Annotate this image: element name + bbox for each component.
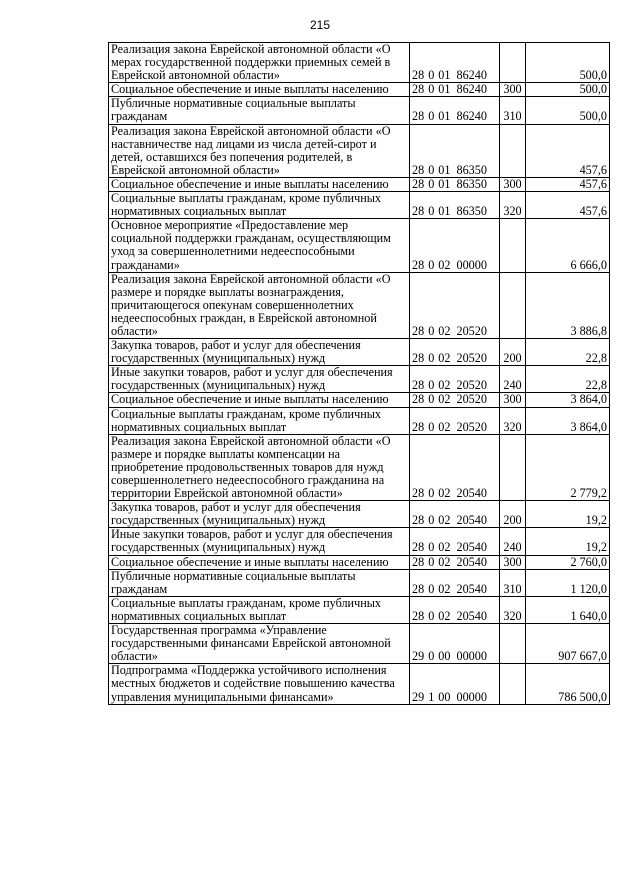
target-code-part: 02	[438, 554, 451, 569]
expense-type-cell: 200	[500, 501, 526, 528]
expense-type-cell: 320	[500, 192, 526, 219]
expense-name-cell: Социальные выплаты гражданам, кроме публичных нормативных социальных выплат	[109, 596, 410, 623]
target-code-part: 0	[428, 608, 435, 623]
table-row	[109, 192, 610, 219]
expense-type-cell: 300	[500, 555, 526, 569]
expense-type-cell	[500, 664, 526, 704]
amount-cell: 457,6	[526, 177, 610, 191]
target-code-part: 28	[412, 392, 425, 407]
target-code-part: 00	[438, 649, 451, 664]
target-code-part: 0	[428, 68, 435, 83]
target-code-part: 28	[412, 486, 425, 501]
expense-type-cell: 300	[500, 83, 526, 97]
target-code-part: 0	[428, 540, 435, 555]
target-code-cell	[410, 596, 500, 623]
target-code-part: 0	[428, 176, 435, 191]
target-code-cell	[410, 393, 500, 407]
amount-cell: 6 666,0	[526, 219, 610, 272]
target-code-part: 02	[438, 581, 451, 596]
target-code-part: 28	[412, 176, 425, 191]
budget-table-body	[109, 43, 610, 705]
target-code-part: 28	[412, 513, 425, 528]
target-code-part: 0	[428, 581, 435, 596]
target-code-part: 28	[412, 419, 425, 434]
target-code-part: 28	[412, 608, 425, 623]
expense-type-cell: 310	[500, 569, 526, 596]
table-row	[109, 596, 610, 623]
table-row	[109, 43, 610, 83]
target-code-part: 28	[412, 204, 425, 219]
table-row	[109, 83, 610, 97]
target-code-cell	[410, 366, 500, 393]
target-code-part: 0	[428, 82, 435, 97]
target-code-part: 20540	[456, 554, 487, 569]
target-code-cell	[410, 192, 500, 219]
target-code-cell	[410, 434, 500, 500]
expense-name-cell: Основное мероприятие «Предоставление мер социальной поддержки гражданам, осуществляющим уход за совершеннолетними недееспособными гражданами»	[109, 219, 410, 272]
target-code-part: 00000	[456, 649, 487, 664]
target-code-cell	[410, 177, 500, 191]
expense-name-cell: Реализация закона Еврейской автономной области «О размере и порядке выплаты компенсации на приобретение продовольственных товаров для нужд совершеннолетнего недееспособного гражданина на территории Еврейской автономной области»	[109, 434, 410, 500]
target-code-part: 28	[412, 554, 425, 569]
amount-cell: 3 886,8	[526, 272, 610, 338]
target-code-part: 01	[438, 204, 451, 219]
table-row	[109, 555, 610, 569]
expense-name-cell: Государственная программа «Управление государственными финансами Еврейской автономной области»	[109, 624, 410, 664]
target-code-part: 00000	[456, 689, 487, 704]
expense-name-cell: Социальные выплаты гражданам, кроме публичных нормативных социальных выплат	[109, 192, 410, 219]
target-code-cell	[410, 339, 500, 366]
expense-name-cell: Социальное обеспечение и иные выплаты населению	[109, 393, 410, 407]
table-row	[109, 124, 610, 177]
target-code-part: 02	[438, 486, 451, 501]
amount-cell: 500,0	[526, 43, 610, 83]
expense-name-cell: Социальное обеспечение и иные выплаты населению	[109, 555, 410, 569]
table-row	[109, 407, 610, 434]
target-code-cell	[410, 407, 500, 434]
amount-cell: 3 864,0	[526, 407, 610, 434]
amount-cell: 786 500,0	[526, 664, 610, 704]
target-code-part: 02	[438, 378, 451, 393]
target-code-part: 00	[438, 689, 451, 704]
target-code-part: 28	[412, 351, 425, 366]
expense-type-cell	[500, 624, 526, 664]
table-row	[109, 339, 610, 366]
target-code-part: 28	[412, 540, 425, 555]
target-code-cell	[410, 528, 500, 555]
expense-name-cell: Публичные нормативные социальные выплаты гражданам	[109, 569, 410, 596]
table-row	[109, 97, 610, 124]
amount-cell: 1 640,0	[526, 596, 610, 623]
target-code-cell	[410, 97, 500, 124]
target-code-part: 0	[428, 392, 435, 407]
budget-table	[108, 42, 610, 705]
amount-cell: 457,6	[526, 192, 610, 219]
amount-cell: 907 667,0	[526, 624, 610, 664]
target-code-part: 0	[428, 378, 435, 393]
table-row	[109, 272, 610, 338]
expense-type-cell: 240	[500, 366, 526, 393]
target-code-cell	[410, 272, 500, 338]
table-row	[109, 528, 610, 555]
target-code-part: 28	[412, 68, 425, 83]
expense-name-cell: Социальное обеспечение и иные выплаты населению	[109, 83, 410, 97]
target-code-part: 86350	[456, 176, 487, 191]
table-row	[109, 366, 610, 393]
expense-type-cell	[500, 219, 526, 272]
target-code-part: 28	[412, 323, 425, 338]
expense-type-cell: 300	[500, 177, 526, 191]
target-code-part: 0	[428, 486, 435, 501]
target-code-cell	[410, 501, 500, 528]
table-row	[109, 177, 610, 191]
expense-name-cell: Иные закупки товаров, работ и услуг для обеспечения государственных (муниципальных) нужд	[109, 366, 410, 393]
amount-cell: 3 864,0	[526, 393, 610, 407]
target-code-part: 20540	[456, 486, 487, 501]
target-code-part: 86240	[456, 82, 487, 97]
target-code-part: 02	[438, 513, 451, 528]
target-code-part: 28	[412, 581, 425, 596]
table-row	[109, 664, 610, 704]
expense-name-cell: Реализация закона Еврейской автономной области «О мерах государственной поддержки приемных семей в Еврейской автономной области»	[109, 43, 410, 83]
expense-name-cell: Подпрограмма «Поддержка устойчивого исполнения местных бюджетов и содействие повышению качества управления муниципальными финансами»	[109, 664, 410, 704]
expense-type-cell: 300	[500, 393, 526, 407]
amount-cell: 500,0	[526, 83, 610, 97]
target-code-part: 02	[438, 392, 451, 407]
target-code-part: 02	[438, 540, 451, 555]
expense-name-cell: Закупка товаров, работ и услуг для обеспечения государственных (муниципальных) нужд	[109, 339, 410, 366]
target-code-part: 86240	[456, 68, 487, 83]
expense-type-cell	[500, 272, 526, 338]
target-code-part: 0	[428, 162, 435, 177]
target-code-part: 20520	[456, 392, 487, 407]
amount-cell: 500,0	[526, 97, 610, 124]
table-row	[109, 434, 610, 500]
target-code-part: 20540	[456, 581, 487, 596]
table-row	[109, 219, 610, 272]
target-code-part: 86240	[456, 109, 487, 124]
table-row	[109, 501, 610, 528]
target-code-part: 20520	[456, 351, 487, 366]
target-code-part: 02	[438, 323, 451, 338]
target-code-part: 20540	[456, 540, 487, 555]
expense-type-cell: 200	[500, 339, 526, 366]
page-number: 215	[309, 18, 331, 32]
target-code-part: 29	[412, 649, 425, 664]
expense-name-cell: Публичные нормативные социальные выплаты гражданам	[109, 97, 410, 124]
expense-type-cell: 320	[500, 407, 526, 434]
expense-type-cell: 240	[500, 528, 526, 555]
target-code-cell	[410, 624, 500, 664]
table-row	[109, 569, 610, 596]
target-code-part: 20540	[456, 608, 487, 623]
target-code-cell	[410, 43, 500, 83]
target-code-part: 01	[438, 162, 451, 177]
target-code-part: 01	[438, 68, 451, 83]
target-code-part: 0	[428, 513, 435, 528]
amount-cell: 457,6	[526, 124, 610, 177]
target-code-part: 20520	[456, 378, 487, 393]
target-code-part: 0	[428, 649, 435, 664]
target-code-part: 01	[438, 109, 451, 124]
target-code-part: 28	[412, 82, 425, 97]
target-code-cell	[410, 219, 500, 272]
target-code-part: 0	[428, 323, 435, 338]
target-code-part: 1	[428, 689, 435, 704]
expense-name-cell: Социальные выплаты гражданам, кроме публичных нормативных социальных выплат	[109, 407, 410, 434]
target-code-part: 0	[428, 554, 435, 569]
target-code-part: 02	[438, 351, 451, 366]
expense-type-cell	[500, 43, 526, 83]
amount-cell: 1 120,0	[526, 569, 610, 596]
target-code-part: 86350	[456, 204, 487, 219]
target-code-part: 01	[438, 176, 451, 191]
target-code-part: 29	[412, 689, 425, 704]
target-code-cell	[410, 555, 500, 569]
target-code-part: 28	[412, 162, 425, 177]
expense-type-cell: 310	[500, 97, 526, 124]
amount-cell: 19,2	[526, 501, 610, 528]
target-code-part: 01	[438, 82, 451, 97]
amount-cell: 22,8	[526, 366, 610, 393]
target-code-cell	[410, 83, 500, 97]
target-code-part: 02	[438, 419, 451, 434]
target-code-part: 86350	[456, 162, 487, 177]
target-code-part: 28	[412, 109, 425, 124]
amount-cell: 22,8	[526, 339, 610, 366]
target-code-part: 0	[428, 419, 435, 434]
expense-type-cell	[500, 124, 526, 177]
amount-cell: 2 760,0	[526, 555, 610, 569]
target-code-cell	[410, 124, 500, 177]
amount-cell: 19,2	[526, 528, 610, 555]
target-code-part: 02	[438, 608, 451, 623]
target-code-cell	[410, 664, 500, 704]
expense-name-cell: Реализация закона Еврейской автономной области «О размере и порядке выплаты вознаграждения, причитающегося опекунам совершеннолетних недееспособных граждан, в Еврейской автономной области»	[109, 272, 410, 338]
target-code-part: 0	[428, 351, 435, 366]
target-code-part: 28	[412, 257, 425, 272]
target-code-part: 0	[428, 204, 435, 219]
target-code-part: 20520	[456, 419, 487, 434]
target-code-part: 02	[438, 257, 451, 272]
expense-name-cell: Закупка товаров, работ и услуг для обеспечения государственных (муниципальных) нужд	[109, 501, 410, 528]
table-row	[109, 393, 610, 407]
target-code-part: 0	[428, 257, 435, 272]
expense-name-cell: Иные закупки товаров, работ и услуг для обеспечения государственных (муниципальных) нужд	[109, 528, 410, 555]
amount-cell: 2 779,2	[526, 434, 610, 500]
expense-type-cell	[500, 434, 526, 500]
target-code-part: 20540	[456, 513, 487, 528]
expense-type-cell: 320	[500, 596, 526, 623]
table-row	[109, 624, 610, 664]
expense-name-cell: Социальное обеспечение и иные выплаты населению	[109, 177, 410, 191]
target-code-part: 20520	[456, 323, 487, 338]
target-code-part: 00000	[456, 257, 487, 272]
expense-name-cell: Реализация закона Еврейской автономной области «О наставничестве над лицами из числа детей-сирот и детей, оставшихся без попечения родителей, в Еврейской автономной области»	[109, 124, 410, 177]
target-code-part: 28	[412, 378, 425, 393]
target-code-part: 0	[428, 109, 435, 124]
target-code-cell	[410, 569, 500, 596]
